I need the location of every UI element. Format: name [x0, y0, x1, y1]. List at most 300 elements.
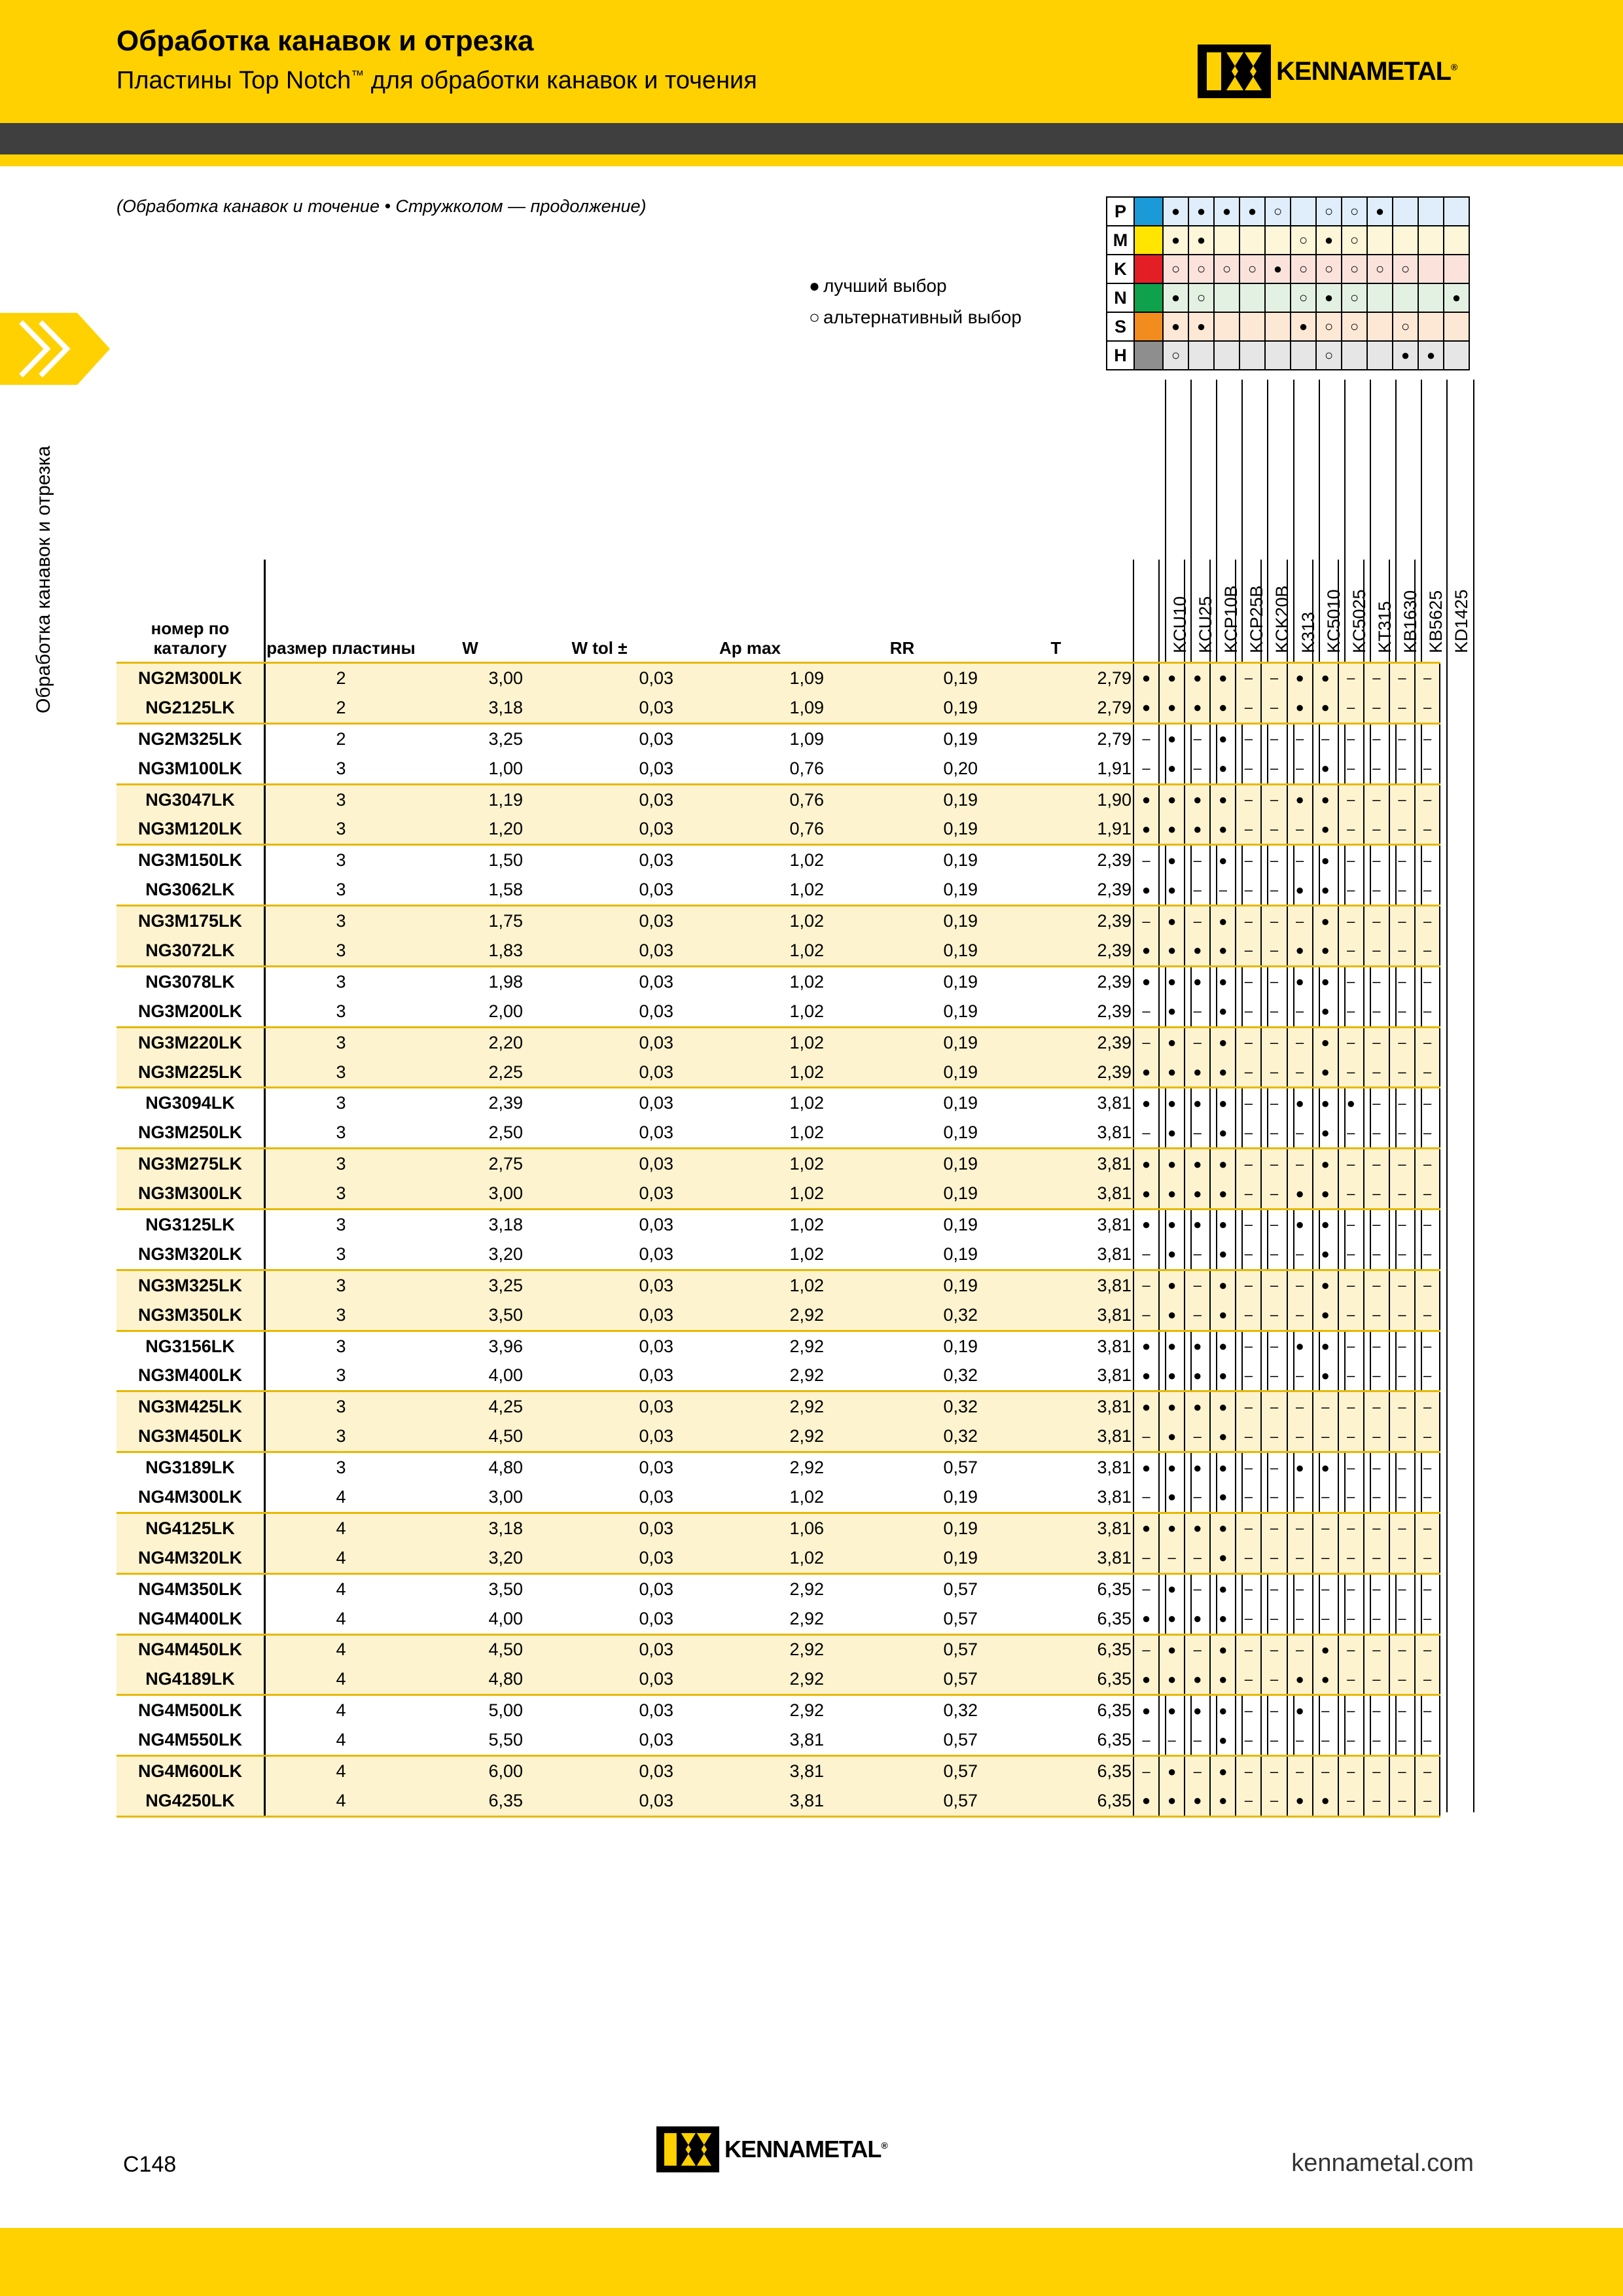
grade-availability-cell: –: [1364, 693, 1389, 723]
grade-availability-cell: –: [1261, 906, 1287, 936]
material-label: K: [1107, 255, 1134, 283]
corner-radius-rr: 0,19: [943, 911, 978, 931]
grade-availability-cell: ●: [1210, 1088, 1236, 1118]
grade-availability-cell: ●: [1133, 1210, 1159, 1240]
grade-availability-cell: –: [1287, 1391, 1313, 1422]
width-w: 3,50: [416, 1300, 524, 1331]
grade-availability-cell: –: [1287, 1118, 1313, 1148]
catalog-number: NG3156LK: [116, 1331, 265, 1361]
material-label: H: [1107, 341, 1134, 370]
grade-availability-cell: –: [1389, 754, 1415, 784]
grade-availability-cell: –: [1185, 906, 1210, 936]
ap-max: 1,02: [789, 850, 824, 870]
thickness-t: 1,90: [1097, 789, 1132, 810]
grade-availability-cell: ●: [1159, 1604, 1185, 1634]
material-grade-cell: [1214, 312, 1240, 341]
material-application-grid: [1106, 196, 1470, 370]
catalog-number: NG2125LK: [116, 693, 265, 723]
grade-availability-cell: –: [1364, 723, 1389, 753]
col-catalog: номер по каталогу: [116, 560, 265, 663]
page-subtitle: Пластины Top Notch™ для обработки канавок и точения: [116, 67, 757, 94]
grade-availability-cell: –: [1338, 1573, 1364, 1604]
insert-size: 4: [265, 1786, 417, 1816]
width-tolerance: 0,03: [524, 1664, 675, 1695]
grade-availability-cell: ●: [1159, 1149, 1185, 1179]
thickness-t: 2,39: [979, 875, 1133, 905]
grade-availability-cell: –: [1389, 1088, 1415, 1118]
catalog-number: NG3062LK: [116, 875, 265, 905]
width-w: 3,00: [488, 668, 523, 688]
grade-availability-cell: –: [1415, 1149, 1440, 1179]
thickness-t: 2,39: [979, 997, 1133, 1027]
grade-availability-cell: ●: [1287, 784, 1313, 814]
page-title: Обработка канавок и отрезка: [116, 25, 534, 57]
grade-availability-cell: ●: [1133, 966, 1159, 996]
grade-availability-cell: –: [1338, 966, 1364, 996]
grade-availability-cell: ●: [1338, 1088, 1364, 1118]
table-row: [116, 1270, 1440, 1300]
ap-max: 2,92: [789, 1458, 824, 1478]
grade-availability-cell: ●: [1210, 1240, 1236, 1270]
grade-availability-cell: ●: [1185, 936, 1210, 966]
footer-website-link[interactable]: kennametal.com: [1291, 2149, 1474, 2177]
grade-availability-cell: –: [1338, 1695, 1364, 1725]
grade-availability-cell: ●: [1133, 1361, 1159, 1391]
insert-size: 3: [336, 1458, 346, 1478]
material-grade-cell: [1265, 283, 1291, 312]
corner-radius-rr: 0,19: [825, 1118, 979, 1148]
grade-availability-cell: –: [1261, 1300, 1287, 1331]
material-grade-cell: ○: [1342, 255, 1367, 283]
ap-max: 2,92: [789, 1640, 824, 1660]
grade-label: KCU25: [1196, 596, 1216, 653]
grade-availability-cell: ●: [1159, 693, 1185, 723]
grade-availability-cell: –: [1133, 1573, 1159, 1604]
thickness-t: 6,35: [979, 1664, 1133, 1695]
grade-availability-cell: –: [1287, 1756, 1313, 1786]
insert-size: 3: [336, 1214, 346, 1234]
insert-size: 4: [336, 1640, 346, 1660]
material-grade-cell: ●: [1188, 226, 1214, 255]
grade-availability-cell: –: [1338, 1543, 1364, 1573]
material-grade-cell: ●: [1188, 312, 1214, 341]
insert-size: 2: [336, 728, 346, 749]
material-grade-cell: [1367, 341, 1393, 370]
grade-availability-cell: –: [1287, 1482, 1313, 1513]
corner-radius-rr: 0,57: [943, 1761, 978, 1781]
grade-availability-cell: ●: [1210, 906, 1236, 936]
corner-radius-rr: 0,57: [825, 1786, 979, 1816]
catalog-number: NG3M100LK: [116, 754, 265, 784]
catalog-number: NG2M300LK: [116, 663, 265, 693]
grade-availability-cell: –: [1364, 1179, 1389, 1209]
grade-availability-cell: –: [1287, 906, 1313, 936]
grade-availability-cell: –: [1261, 754, 1287, 784]
material-grade-cell: ○: [1316, 255, 1342, 283]
insert-size: 3: [265, 997, 417, 1027]
grade-availability-cell: ●: [1159, 663, 1185, 693]
grade-availability-cell: ●: [1313, 1210, 1338, 1240]
width-w: 3,25: [488, 1275, 523, 1295]
grade-availability-cell: –: [1415, 1058, 1440, 1088]
grade-availability-cell: ●: [1287, 1664, 1313, 1695]
kennametal-k-icon: [1198, 45, 1271, 98]
grade-availability-cell: –: [1236, 1634, 1261, 1664]
grade-availability-cell: –: [1338, 1482, 1364, 1513]
grade-availability-cell: –: [1415, 997, 1440, 1027]
insert-size: 3: [336, 1336, 346, 1356]
grade-availability-cell: ●: [1210, 814, 1236, 844]
insert-size: 3: [265, 1058, 417, 1088]
grade-availability-cell: –: [1338, 1391, 1364, 1422]
thickness-t: 3,81: [979, 1179, 1133, 1209]
grade-availability-cell: ●: [1287, 663, 1313, 693]
width-tolerance: 0,03: [524, 1300, 675, 1331]
catalog-number: NG4M450LK: [116, 1634, 265, 1664]
grade-header-cell: [1338, 560, 1364, 663]
insert-table: [116, 560, 1440, 1818]
width-tolerance: 0,03: [639, 1336, 673, 1356]
grade-availability-cell: –: [1236, 784, 1261, 814]
grade-availability-cell: –: [1389, 1695, 1415, 1725]
grade-availability-cell: –: [1338, 1725, 1364, 1755]
material-grade-cell: ○: [1265, 197, 1291, 226]
grade-availability-cell: ●: [1287, 936, 1313, 966]
header-dark-band: [0, 123, 1623, 154]
corner-radius-rr: 0,19: [943, 1214, 978, 1234]
material-grade-cell: ○: [1316, 312, 1342, 341]
table-row: [116, 1634, 1440, 1664]
grade-availability-cell: –: [1338, 1786, 1364, 1816]
grade-availability-cell: –: [1185, 1482, 1210, 1513]
grade-availability-cell: –: [1261, 936, 1287, 966]
grade-availability-cell: ●: [1185, 1786, 1210, 1816]
insert-size: 3: [336, 850, 346, 870]
grade-availability-cell: –: [1364, 1088, 1389, 1118]
grade-availability-cell: ●: [1185, 693, 1210, 723]
table-row: [116, 1240, 1440, 1270]
material-grade-cell: ●: [1163, 283, 1188, 312]
grade-availability-cell: –: [1364, 814, 1389, 844]
catalog-number: NG3047LK: [116, 784, 265, 814]
material-color-swatch: [1134, 312, 1163, 341]
catalog-number: NG3M450LK: [116, 1422, 265, 1452]
grade-availability-cell: ●: [1287, 1786, 1313, 1816]
grade-availability-cell: –: [1364, 1695, 1389, 1725]
grade-availability-cell: –: [1236, 1664, 1261, 1695]
thickness-t: 6,35: [1097, 1640, 1132, 1660]
table-row: [116, 814, 1440, 844]
grade-availability-cell: –: [1364, 1664, 1389, 1695]
width-w: 3,18: [488, 1214, 523, 1234]
grade-column-kd1425: [1446, 380, 1474, 1812]
insert-size: 3: [265, 754, 417, 784]
grade-availability-cell: –: [1287, 1027, 1313, 1057]
grade-availability-cell: –: [1389, 1604, 1415, 1634]
grade-availability-cell: –: [1338, 1118, 1364, 1148]
grade-availability-cell: –: [1364, 1300, 1389, 1331]
catalog-number: NG4M300LK: [116, 1482, 265, 1513]
grade-availability-cell: –: [1389, 1664, 1415, 1695]
ap-max: 2,92: [675, 1664, 825, 1695]
grade-availability-cell: –: [1415, 936, 1440, 966]
material-color-swatch: [1134, 283, 1163, 312]
grade-availability-cell: –: [1261, 1331, 1287, 1361]
grade-availability-cell: –: [1185, 997, 1210, 1027]
thickness-t: 2,39: [1097, 1032, 1132, 1052]
grade-availability-cell: –: [1415, 754, 1440, 784]
material-grade-cell: ●: [1444, 283, 1469, 312]
grade-availability-cell: –: [1133, 845, 1159, 875]
grade-availability-cell: –: [1415, 693, 1440, 723]
grade-availability-cell: –: [1338, 1634, 1364, 1664]
grade-header-cell: [1389, 560, 1415, 663]
grade-availability-cell: ●: [1210, 1695, 1236, 1725]
width-w: 2,25: [416, 1058, 524, 1088]
grade-availability-cell: –: [1389, 966, 1415, 996]
grade-availability-cell: ●: [1313, 997, 1338, 1027]
width-w: 4,80: [416, 1664, 524, 1695]
grade-availability-cell: –: [1287, 1361, 1313, 1391]
material-grade-cell: [1367, 226, 1393, 255]
grade-availability-cell: –: [1261, 1482, 1287, 1513]
width-tolerance: 0,03: [524, 693, 675, 723]
insert-size: 3: [336, 1397, 346, 1417]
thickness-t: 3,81: [1097, 1154, 1132, 1174]
grade-availability-cell: –: [1389, 1331, 1415, 1361]
material-grade-cell: [1418, 312, 1444, 341]
grade-availability-cell: –: [1185, 1422, 1210, 1452]
grade-availability-cell: –: [1185, 1118, 1210, 1148]
grade-availability-cell: ●: [1210, 1058, 1236, 1088]
grade-availability-cell: ●: [1133, 1664, 1159, 1695]
col-t: T: [979, 560, 1133, 663]
page-number: C148: [123, 2152, 177, 2177]
ap-max: 2,92: [789, 1579, 824, 1599]
grade-availability-cell: –: [1338, 754, 1364, 784]
width-tolerance: 0,03: [639, 1093, 673, 1113]
grade-availability-cell: ●: [1287, 693, 1313, 723]
grade-availability-cell: –: [1338, 693, 1364, 723]
width-tolerance: 0,03: [639, 789, 673, 810]
grade-availability-cell: –: [1364, 906, 1389, 936]
corner-radius-rr: 0,19: [943, 1093, 978, 1113]
insert-size: 3: [265, 875, 417, 905]
grade-availability-cell: –: [1287, 1149, 1313, 1179]
grade-availability-cell: ●: [1185, 1331, 1210, 1361]
ap-max: 1,02: [675, 1543, 825, 1573]
corner-radius-rr: 0,19: [943, 728, 978, 749]
catalog-number: NG3M225LK: [116, 1058, 265, 1088]
grade-availability-cell: ●: [1133, 784, 1159, 814]
grade-availability-cell: –: [1133, 1756, 1159, 1786]
grade-availability-cell: ●: [1313, 1149, 1338, 1179]
grade-availability-cell: –: [1287, 1513, 1313, 1543]
corner-radius-rr: 0,19: [825, 875, 979, 905]
corner-radius-rr: 0,19: [943, 668, 978, 688]
material-grade-cell: [1444, 255, 1469, 283]
grade-availability-cell: ●: [1210, 1543, 1236, 1573]
grade-availability-cell: –: [1236, 1058, 1261, 1088]
grade-availability-cell: –: [1364, 1058, 1389, 1088]
corner-radius-rr: 0,19: [825, 1482, 979, 1513]
catalog-number: NG3M400LK: [116, 1361, 265, 1391]
thickness-t: 2,39: [979, 936, 1133, 966]
grade-availability-cell: –: [1159, 1725, 1185, 1755]
grade-availability-cell: –: [1185, 1756, 1210, 1786]
grade-availability-cell: –: [1389, 1513, 1415, 1543]
grade-availability-cell: –: [1287, 1300, 1313, 1331]
thickness-t: 6,35: [1097, 1700, 1132, 1721]
ap-max: 1,02: [789, 1214, 824, 1234]
grade-header-cell: [1415, 560, 1440, 663]
thickness-t: 2,39: [1097, 971, 1132, 992]
corner-radius-rr: 0,57: [943, 1640, 978, 1660]
width-tolerance: 0,03: [639, 1032, 673, 1052]
thickness-t: 3,81: [1097, 1093, 1132, 1113]
material-color-swatch: [1134, 255, 1163, 283]
table-row: [116, 1543, 1440, 1573]
corner-radius-rr: 0,19: [943, 850, 978, 870]
ap-max: 0,76: [789, 789, 824, 810]
grade-availability-cell: –: [1236, 754, 1261, 784]
material-grade-cell: ●: [1240, 197, 1265, 226]
grade-availability-cell: –: [1261, 1452, 1287, 1482]
col-size: размер пластины: [265, 560, 417, 663]
grade-availability-cell: –: [1133, 1634, 1159, 1664]
ap-max: 1,02: [789, 971, 824, 992]
grade-availability-cell: –: [1236, 1695, 1261, 1725]
grade-availability-cell: –: [1185, 723, 1210, 753]
grade-header-cell: [1364, 560, 1389, 663]
catalog-number: NG2M325LK: [116, 723, 265, 753]
grade-availability-cell: ●: [1210, 997, 1236, 1027]
ap-max: 2,92: [675, 1422, 825, 1452]
width-w: 4,80: [488, 1458, 523, 1478]
grade-availability-cell: –: [1338, 1513, 1364, 1543]
grade-availability-cell: –: [1236, 1179, 1261, 1209]
material-grade-cell: ●: [1316, 283, 1342, 312]
width-w: 3,18: [416, 693, 524, 723]
grade-availability-cell: ●: [1313, 663, 1338, 693]
width-w: 3,20: [416, 1240, 524, 1270]
width-w: 2,75: [488, 1154, 523, 1174]
grade-availability-cell: –: [1261, 663, 1287, 693]
material-grade-cell: ○: [1367, 255, 1393, 283]
catalog-number: NG3M150LK: [116, 845, 265, 875]
kennametal-logo: KENNAMETAL®: [1198, 45, 1457, 98]
grade-availability-cell: –: [1261, 1786, 1287, 1816]
catalog-number: NG3078LK: [116, 966, 265, 996]
grade-availability-cell: ●: [1287, 1695, 1313, 1725]
grade-availability-cell: –: [1364, 1027, 1389, 1057]
grade-availability-cell: –: [1236, 906, 1261, 936]
material-grade-cell: ○: [1393, 255, 1418, 283]
grade-availability-cell: –: [1236, 1088, 1261, 1118]
grade-availability-cell: –: [1236, 1331, 1261, 1361]
grade-availability-cell: –: [1236, 1149, 1261, 1179]
grade-availability-cell: –: [1287, 1725, 1313, 1755]
width-w: 3,00: [416, 1179, 524, 1209]
grade-availability-cell: –: [1261, 1179, 1287, 1209]
grade-availability-cell: –: [1389, 875, 1415, 905]
ap-max: 3,81: [675, 1786, 825, 1816]
table-row: [116, 875, 1440, 905]
grade-availability-cell: ●: [1210, 784, 1236, 814]
ap-max: 1,02: [675, 1179, 825, 1209]
material-grade-cell: [1444, 341, 1469, 370]
grade-availability-cell: –: [1415, 1088, 1440, 1118]
legend-best: ● лучший выбор: [809, 276, 947, 296]
width-tolerance: 0,03: [639, 971, 673, 992]
grade-availability-cell: ●: [1210, 693, 1236, 723]
grade-availability-cell: ●: [1210, 1452, 1236, 1482]
grade-availability-cell: ●: [1185, 1604, 1210, 1634]
grade-availability-cell: ●: [1287, 1331, 1313, 1361]
grade-availability-cell: ●: [1313, 1240, 1338, 1270]
grade-availability-cell: –: [1364, 1361, 1389, 1391]
grade-availability-cell: –: [1261, 845, 1287, 875]
insert-size: 4: [336, 1761, 346, 1781]
table-row: [116, 1573, 1440, 1604]
material-grade-cell: ○: [1291, 255, 1316, 283]
width-tolerance: 0,03: [639, 668, 673, 688]
grade-availability-cell: –: [1261, 1695, 1287, 1725]
grade-availability-cell: –: [1338, 875, 1364, 905]
grade-availability-cell: –: [1261, 693, 1287, 723]
grade-availability-cell: –: [1236, 936, 1261, 966]
page-header: [0, 0, 1623, 123]
insert-size: 4: [336, 1579, 346, 1599]
width-tolerance: 0,03: [524, 1058, 675, 1088]
corner-radius-rr: 0,19: [825, 1240, 979, 1270]
material-grade-cell: [1291, 197, 1316, 226]
width-tolerance: 0,03: [524, 1361, 675, 1391]
grade-availability-cell: ●: [1133, 1179, 1159, 1209]
catalog-number: NG4M400LK: [116, 1604, 265, 1634]
grade-label: KCP10B: [1221, 585, 1241, 653]
table-row: [116, 1058, 1440, 1088]
grade-availability-cell: –: [1364, 784, 1389, 814]
grade-availability-cell: –: [1389, 1361, 1415, 1391]
grade-availability-cell: ●: [1159, 1118, 1185, 1148]
grade-availability-cell: –: [1415, 814, 1440, 844]
width-w: 6,35: [416, 1786, 524, 1816]
grade-availability-cell: ●: [1159, 1634, 1185, 1664]
catalog-number: NG3125LK: [116, 1210, 265, 1240]
grade-availability-cell: –: [1236, 663, 1261, 693]
table-row: [116, 1210, 1440, 1240]
grade-availability-cell: –: [1287, 845, 1313, 875]
grade-availability-cell: –: [1313, 1695, 1338, 1725]
grade-availability-cell: ●: [1133, 1331, 1159, 1361]
grade-availability-cell: ●: [1159, 1513, 1185, 1543]
table-header-row: [116, 560, 1440, 663]
table-row: [116, 1695, 1440, 1725]
ap-max: 2,92: [675, 1361, 825, 1391]
width-w: 1,00: [416, 754, 524, 784]
grade-availability-cell: –: [1364, 1331, 1389, 1361]
grade-availability-cell: ●: [1133, 663, 1159, 693]
material-grade-cell: [1240, 283, 1265, 312]
grade-availability-cell: ●: [1159, 1695, 1185, 1725]
grade-availability-cell: –: [1364, 1118, 1389, 1148]
grade-header-cell: [1313, 560, 1338, 663]
grade-availability-cell: ●: [1159, 966, 1185, 996]
table-row: [116, 1604, 1440, 1634]
grade-availability-cell: ●: [1159, 1573, 1185, 1604]
grade-availability-cell: –: [1338, 936, 1364, 966]
